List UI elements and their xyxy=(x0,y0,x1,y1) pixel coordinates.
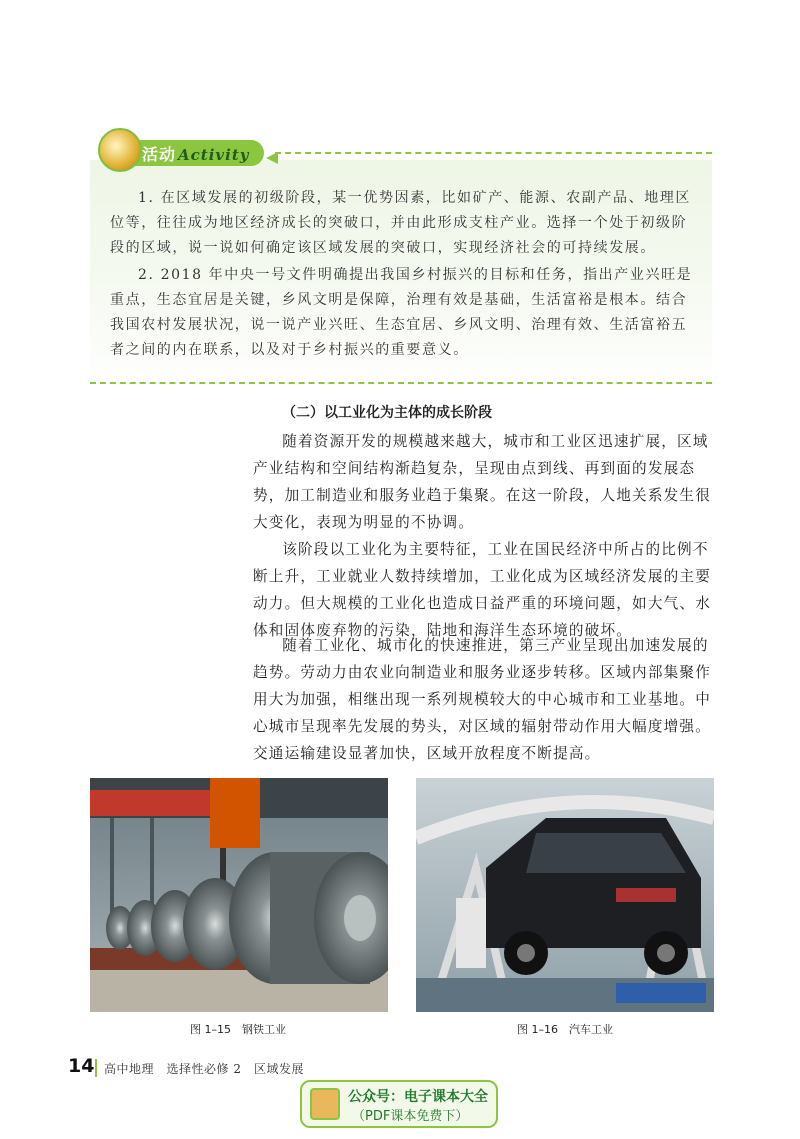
page-number: 14 xyxy=(68,1055,95,1077)
paragraph-3: 随着工业化、城市化的快速推进，第三产业呈现出加速发展的趋势。劳动力由农业向制造业和服务业逐步转移。区域内部集聚作用大为加强，相继出现一系列规模较大的中心城市和工业基地。中心城市呈现率先发展的势头，对区域的辐射带动作用大幅度增强。交通运输建设显著加快，区域开放程度不断提高。 xyxy=(253,637,712,762)
activity-label xyxy=(142,142,249,165)
activity-item-2: 2. 2018 年中央一号文件明确提出我国乡村振兴的目标和任务，指出产业兴旺是重点，生态宜居是关键，乡风文明是保障，治理有效是基础，生活富裕是根本。结合我国农村发展状况，说一说产业兴旺、生态宜居、乡风文明、治理有效、生活富裕五者之间的内在联系，以及对于乡村振兴的重要意义。 xyxy=(110,267,693,358)
activity-box xyxy=(90,120,712,385)
watermark-line-1: 公众号：电子课本大全 xyxy=(348,1089,488,1105)
book-icon xyxy=(310,1088,340,1120)
section-title: （二）以工业化为主体的成长阶段 xyxy=(282,405,492,421)
activity-label-cn: 活动 xyxy=(142,145,177,164)
activity-badge xyxy=(98,128,258,172)
activity-top-divider xyxy=(275,152,712,154)
paragraph-1: 随着资源开发的规模越来越大，城市和工业区迅速扩展，区域产业结构和空间结构渐趋复杂，呈现由点到线、再到面的发展态势，加工制造业和服务业趋于集聚。在这一阶段，人地关系发生很大变化，表现为明显的不协调。 xyxy=(253,433,712,531)
figure-caption-2: 图 1–16 汽车工业 xyxy=(517,1023,613,1036)
auto-industry-photo xyxy=(416,778,714,1012)
watermark-badge xyxy=(300,1080,498,1128)
steel-industry-photo xyxy=(90,778,388,1012)
activity-bottom-divider xyxy=(90,382,712,384)
paragraph-2: 该阶段以工业化为主要特征，工业在国民经济中所占的比例不断上升，工业就业人数持续增加，工业化成为区域经济发展的主要动力。但大规模的工业化也造成日益严重的环境问题，如大气、水体和固体废弃物的污染，陆地和海洋生态环境的破坏。 xyxy=(253,541,712,639)
figure-caption-1: 图 1–15 钢铁工业 xyxy=(190,1023,286,1036)
activity-label-en: Activity xyxy=(178,146,250,164)
footer-divider xyxy=(95,1059,97,1077)
dove-icon xyxy=(98,128,142,172)
activity-item-1: 1. 在区域发展的初级阶段，某一优势因素，比如矿产、能源、农副产品、地理区位等，往往成为地区经济成长的突破口，并由此形成支柱产业。选择一个处于初级阶段的区域，说一说如何确定该区域发展的突破口，实现经济社会的可持续发展。 xyxy=(110,190,692,256)
watermark-line-2: （PDF课本免费下） xyxy=(352,1109,469,1124)
book-title: 高中地理 选择性必修 2 区域发展 xyxy=(104,1062,304,1076)
